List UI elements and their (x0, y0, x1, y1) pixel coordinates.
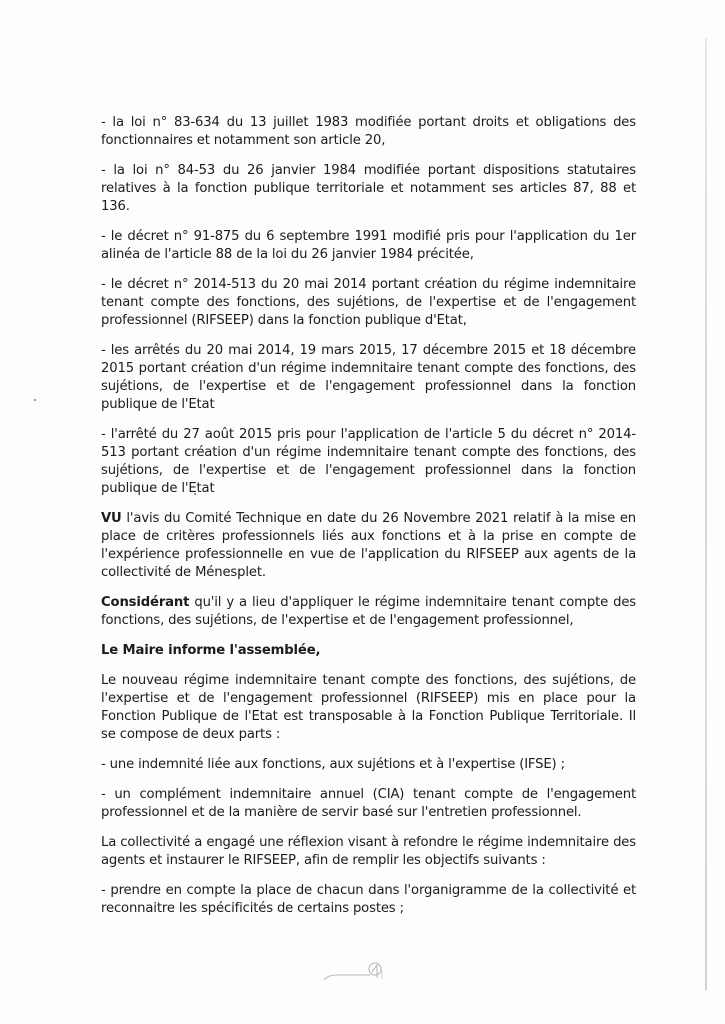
section-heading: Le Maire informe l'assemblée, (101, 643, 321, 658)
paragraph-text: - le décret n° 2014-513 du 20 mai 2014 portant création du régime indemnitaire tenant compte des fonctions, des sujétions, de l'expertise et de l'engagement professionnel (RIFSEEP) dans la fonction publique d'Etat, (101, 277, 636, 328)
paragraph-loi-84-53 (101, 162, 636, 216)
paragraph-text: l'avis du Comité Technique en date du 26 Novembre 2021 relatif à la mise en place de critères professionnels liés aux fonctions et à la prise en compte de l'expérience professionnelle en vue de l'application du RIFSEEP aux agents de la collectivité de Ménesplet. (101, 511, 636, 580)
handwritten-initial-mark (322, 958, 392, 984)
paragraph-text: - une indemnité liée aux fonctions, aux sujétions et à l'expertise (IFSE) ; (101, 757, 565, 772)
paragraph-text: - l'arrêté du 27 août 2015 pris pour l'application de l'article 5 du décret n° 2014-513 portant création d'un régime indemnitaire tenant compte des fonctions, des sujétions, de l'expertise et de l'engagement professionnel dans la fonction publique de l'Etat (101, 427, 636, 496)
paragraph-vu-comite-technique (101, 510, 636, 582)
paragraph-objectif-organigramme (101, 882, 636, 918)
mark-circle (369, 963, 381, 975)
paragraph-considerant (101, 594, 636, 630)
paragraph-cia (101, 786, 636, 822)
scan-speck (34, 399, 36, 401)
paragraph-ifse (101, 756, 636, 774)
paragraph-text: - le décret n° 91-875 du 6 septembre 1991 modifié pris pour l'application du 1er alinéa de l'article 88 de la loi du 26 janvier 1984 précitée, (101, 229, 636, 262)
mark-digit (372, 965, 377, 978)
paragraph-text: - la loi n° 84-53 du 26 janvier 1984 modifiée portant dispositions statutaires relatives à la fonction publique territoriale et notamment ses articles 87, 88 et 136. (101, 163, 636, 214)
paragraph-decret-91-875 (101, 228, 636, 264)
paragraph-lead: Considérant (101, 595, 190, 610)
document-body (101, 114, 636, 930)
paragraph-lead: VU (101, 511, 122, 526)
mark-stroke (324, 975, 370, 980)
paragraph-text: - un complément indemnitaire annuel (CIA) tenant compte de l'engagement professionnel et de la manière de servir basé sur l'entretien professionnel. (101, 787, 636, 820)
scan-artifact-line (705, 38, 707, 990)
paragraph-rifseep-intro (101, 672, 636, 744)
paragraph-loi-83-634 (101, 114, 636, 150)
paragraph-arrete-27-aout-2015 (101, 426, 636, 498)
paragraph-reflexion (101, 834, 636, 870)
paragraph-decret-2014-513 (101, 276, 636, 330)
paragraph-text: - les arrêtés du 20 mai 2014, 19 mars 2015, 17 décembre 2015 et 18 décembre 2015 portant création d'un régime indemnitaire tenant compte des fonctions, des sujétions, de l'expertise et de l'engagement professionnel dans la fonction publique de l'Etat (101, 343, 636, 412)
paragraph-text: qu'il y a lieu d'appliquer le régime indemnitaire tenant compte des fonctions, des sujétions, de l'expertise et de l'engagement professionnel, (101, 595, 636, 628)
paragraph-text: - la loi n° 83-634 du 13 juillet 1983 modifiée portant droits et obligations des fonctionnaires et notamment son article 20, (101, 115, 636, 148)
paragraph-text: La collectivité a engagé une réflexion visant à refondre le régime indemnitaire des agents et instaurer le RIFSEEP, afin de remplir les objectifs suivants : (101, 835, 636, 868)
paragraph-arretes-2014-2015 (101, 342, 636, 414)
paragraph-text: Le nouveau régime indemnitaire tenant compte des fonctions, des sujétions, de l'expertise et de l'engagement professionnel (RIFSEEP) mis en place pour la Fonction Publique de l'Etat est transposable à la Fonction Publique Territoriale. Il se compose de deux parts : (101, 673, 636, 742)
paragraph-text: - prendre en compte la place de chacun dans l'organigramme de la collectivité et reconnaitre les spécificités de certains postes ; (101, 883, 636, 916)
